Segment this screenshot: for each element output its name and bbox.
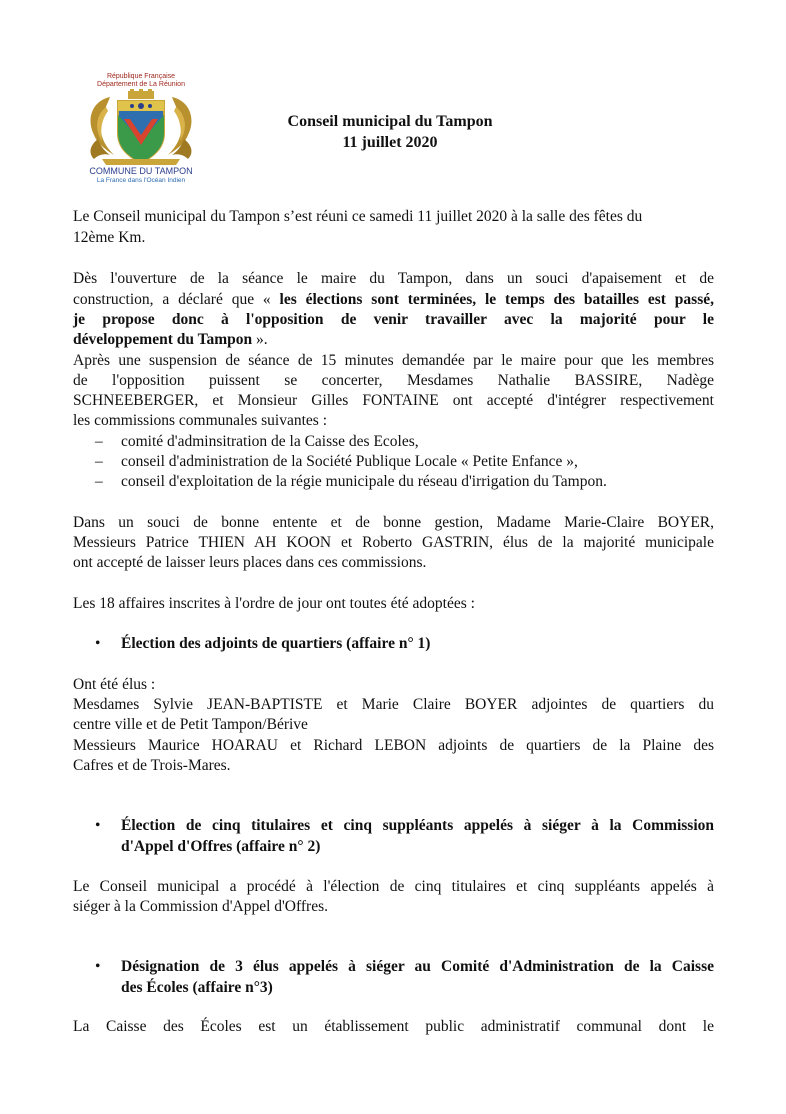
affaire-2-title-line-2: d'Appel d'Offres (affaire n° 2) [121, 837, 321, 855]
suspension-line-1: Après une suspension de séance de 15 minutes demandée par le maire pour que les membres [73, 352, 714, 369]
affaire-1-line-4: Cafres et de Trois-Mares. [73, 757, 231, 774]
commission-label: conseil d'exploitation de la régie municipale du réseau d'irrigation du Tampon. [121, 473, 607, 490]
page-date: 11 juillet 2020 [342, 134, 438, 151]
opening-line-4-end: ». [252, 331, 268, 348]
opening-line-2 [73, 290, 714, 311]
affaire-2-line-1: Le Conseil municipal a procédé à l'élection de cinq titulaires et cinq suppléants appelés à [73, 878, 714, 895]
opening-quote-bold-2: je propose donc à l'opposition de venir travailler avec la majorité pour le [73, 311, 714, 328]
affaire-3-line-1: La Caisse des Écoles est un établissement public administratif communal dont le [73, 1018, 714, 1035]
bullet-dot: • [95, 635, 101, 652]
list-item [95, 452, 578, 473]
logo-republique-text: République Française [106, 73, 176, 80]
intro-line-2: 12ème Km. [73, 229, 146, 246]
logo-departement-text: Département de La Réunion [97, 81, 185, 88]
affaire-2-line-2: siéger à la Commission d'Appel d'Offres. [73, 898, 328, 915]
affaire-1-elus-label: Ont été élus : [73, 676, 156, 693]
intro-line-1: Le Conseil municipal du Tampon s’est réuni ce samedi 11 juillet 2020 à la salle des fêtes du [73, 208, 643, 225]
commune-logo [80, 72, 202, 190]
majority-line-1: Dans un souci de bonne entente et de bonne gestion, Madame Marie-Claire BOYER, [73, 514, 714, 531]
opening-quote-bold-1: les élections sont terminées, le temps des batailles est passé, [279, 291, 714, 308]
affaire-3-title-line-1: Désignation de 3 élus appelés à siéger au Comité d'Administration de la Caisse [121, 958, 714, 975]
opening-line-2-normal: construction, a déclaré que « [73, 291, 280, 308]
bullet-dot: • [95, 817, 101, 834]
bullet-dot: • [95, 958, 101, 975]
list-item [95, 472, 607, 493]
dash-bullet: – [95, 433, 103, 450]
coat-of-arms-icon [80, 89, 202, 165]
dash-bullet: – [95, 453, 103, 470]
opening-line-4 [73, 330, 714, 351]
commission-label: conseil d'administration de la Société Publique Locale « Petite Enfance », [121, 453, 578, 470]
affaire-3-heading [95, 957, 714, 999]
affaire-3-title-line-2: des Écoles (affaire n°3) [121, 978, 273, 996]
logo-commune-text: COMMUNE DU TAMPON [89, 166, 193, 176]
affaire-1-title: Élection des adjoints de quartiers (affaire n° 1) [121, 635, 431, 652]
affaires-intro: Les 18 affaires inscrites à l'ordre de jour ont toutes été adoptées : [73, 595, 475, 612]
affaire-2-title-line-1: Élection de cinq titulaires et cinq suppléants appelés à siéger à la Commission [121, 817, 714, 834]
suspension-line-3: SCHNEEBERGER, et Monsieur Gilles FONTAINE ont accepté d'intégrer respectivement [73, 392, 714, 409]
majority-line-3: ont accepté de laisser leurs places dans ces commissions. [73, 554, 427, 571]
suspension-line-2: de l'opposition puissent se concerter, Mesdames Nathalie BASSIRE, Nadège [73, 372, 714, 389]
majority-line-2: Messieurs Patrice THIEN AH KOON et Roberto GASTRIN, élus de la majorité municipale [73, 534, 714, 551]
dash-bullet: – [95, 473, 103, 490]
opening-line-3 [73, 310, 714, 331]
opening-line-1: Dès l'ouverture de la séance le maire du Tampon, dans un souci d'apaisement et de [73, 270, 714, 287]
opening-quote-bold-3: développement du Tampon [73, 331, 253, 348]
page-title: Conseil municipal du Tampon [287, 113, 493, 130]
affaire-1-line-3: Messieurs Maurice HOARAU et Richard LEBON adjoints de quartiers de la Plaine des [73, 737, 714, 754]
affaire-1-line-1: Mesdames Sylvie JEAN-BAPTISTE et Marie Claire BOYER adjointes de quartiers du [73, 696, 714, 713]
list-item [95, 432, 419, 453]
suspension-line-4: les commissions communales suivantes : [73, 412, 328, 429]
commission-label: comité d'adminsitration de la Caisse des Ecoles, [121, 433, 419, 450]
affaire-2-heading [95, 816, 714, 858]
logo-tagline-text: La France dans l'Océan Indien [96, 177, 186, 184]
affaire-1-line-2: centre ville et de Petit Tampon/Bérive [73, 716, 308, 733]
